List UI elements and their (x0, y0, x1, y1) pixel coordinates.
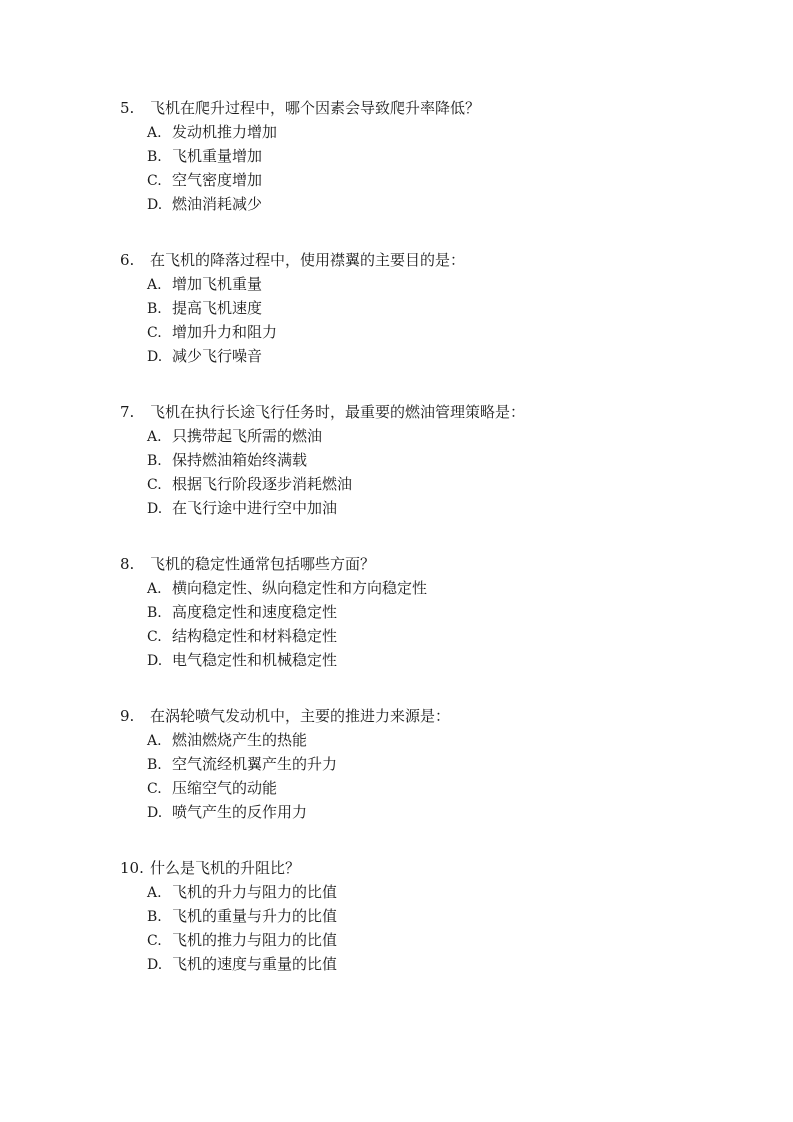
option-d (120, 496, 680, 520)
option-d (120, 952, 680, 976)
question-8 (120, 552, 680, 672)
option-b (120, 904, 680, 928)
option-b (120, 448, 680, 472)
option-letter: D. (147, 805, 163, 821)
option-c (120, 320, 680, 344)
option-letter: D. (147, 957, 163, 973)
question-9 (120, 704, 680, 824)
question-text: 飞机在执行长途飞行任务时，最重要的燃油管理策略是： (150, 403, 526, 421)
option-c (120, 776, 680, 800)
option-b (120, 600, 680, 624)
option-letter: A. (147, 125, 162, 141)
question-text: 什么是飞机的升阻比？ (150, 859, 301, 877)
question-number: 10. (120, 859, 144, 877)
option-b (120, 752, 680, 776)
option-letter: B. (147, 301, 162, 317)
option-letter: D. (147, 501, 163, 517)
question-number: 6. (120, 251, 135, 269)
option-letter: A. (147, 733, 162, 749)
option-c (120, 168, 680, 192)
option-text: 空气密度增加 (172, 171, 263, 189)
question-stem (120, 552, 680, 576)
question-number: 8. (120, 555, 135, 573)
option-d (120, 344, 680, 368)
option-a (120, 272, 680, 296)
option-letter: D. (147, 653, 163, 669)
option-b (120, 144, 680, 168)
option-text: 飞机的重量与升力的比值 (172, 907, 338, 925)
option-letter: B. (147, 453, 162, 469)
option-letter: C. (147, 173, 162, 189)
option-letter: C. (147, 325, 162, 341)
option-text: 结构稳定性和材料稳定性 (172, 627, 338, 645)
question-text: 在涡轮喷气发动机中，主要的推进力来源是： (150, 707, 451, 725)
option-letter: A. (147, 277, 162, 293)
option-text: 飞机的升力与阻力的比值 (172, 883, 338, 901)
option-c (120, 624, 680, 648)
option-letter: C. (147, 477, 162, 493)
option-letter: C. (147, 933, 162, 949)
option-a (120, 424, 680, 448)
option-text: 飞机重量增加 (172, 147, 263, 165)
option-text: 喷气产生的反作用力 (172, 803, 308, 821)
question-10 (120, 856, 680, 976)
question-text: 在飞机的降落过程中，使用襟翼的主要目的是： (150, 251, 466, 269)
option-b (120, 296, 680, 320)
option-text: 增加飞机重量 (172, 275, 263, 293)
option-text: 提高飞机速度 (172, 299, 263, 317)
question-stem (120, 704, 680, 728)
option-text: 减少飞行噪音 (172, 347, 263, 365)
option-text: 飞机的推力与阻力的比值 (172, 931, 338, 949)
option-a (120, 120, 680, 144)
option-text: 空气流经机翼产生的升力 (172, 755, 338, 773)
option-text: 燃油消耗减少 (172, 195, 263, 213)
question-number: 5. (120, 99, 135, 117)
option-text: 燃油燃烧产生的热能 (172, 731, 308, 749)
option-c (120, 928, 680, 952)
question-stem (120, 96, 680, 120)
option-letter: C. (147, 629, 162, 645)
question-stem (120, 400, 680, 424)
option-d (120, 192, 680, 216)
question-7 (120, 400, 680, 520)
option-text: 高度稳定性和速度稳定性 (172, 603, 338, 621)
option-text: 增加升力和阻力 (172, 323, 278, 341)
question-number: 9. (120, 707, 135, 725)
option-letter: A. (147, 885, 162, 901)
option-text: 压缩空气的动能 (172, 779, 278, 797)
option-text: 飞机的速度与重量的比值 (172, 955, 338, 973)
option-letter: B. (147, 605, 162, 621)
option-text: 在飞行途中进行空中加油 (172, 499, 338, 517)
option-a (120, 880, 680, 904)
question-number: 7. (120, 403, 135, 421)
question-6 (120, 248, 680, 368)
option-text: 只携带起飞所需的燃油 (172, 427, 323, 445)
option-a (120, 728, 680, 752)
question-stem (120, 856, 680, 880)
option-letter: B. (147, 149, 162, 165)
option-text: 根据飞行阶段逐步消耗燃油 (172, 475, 353, 493)
option-letter: D. (147, 349, 163, 365)
option-text: 保持燃油箱始终满载 (172, 451, 308, 469)
option-text: 横向稳定性、纵向稳定性和方向稳定性 (172, 579, 428, 597)
option-a (120, 576, 680, 600)
option-letter: A. (147, 429, 162, 445)
question-text: 飞机的稳定性通常包括哪些方面？ (150, 555, 376, 573)
option-letter: B. (147, 909, 162, 925)
option-text: 电气稳定性和机械稳定性 (172, 651, 338, 669)
option-d (120, 648, 680, 672)
question-stem (120, 248, 680, 272)
option-d (120, 800, 680, 824)
option-text: 发动机推力增加 (172, 123, 278, 141)
question-5 (120, 96, 680, 216)
question-text: 飞机在爬升过程中，哪个因素会导致爬升率降低？ (150, 99, 481, 117)
option-c (120, 472, 680, 496)
option-letter: B. (147, 757, 162, 773)
option-letter: C. (147, 781, 162, 797)
option-letter: D. (147, 197, 163, 213)
option-letter: A. (147, 581, 162, 597)
